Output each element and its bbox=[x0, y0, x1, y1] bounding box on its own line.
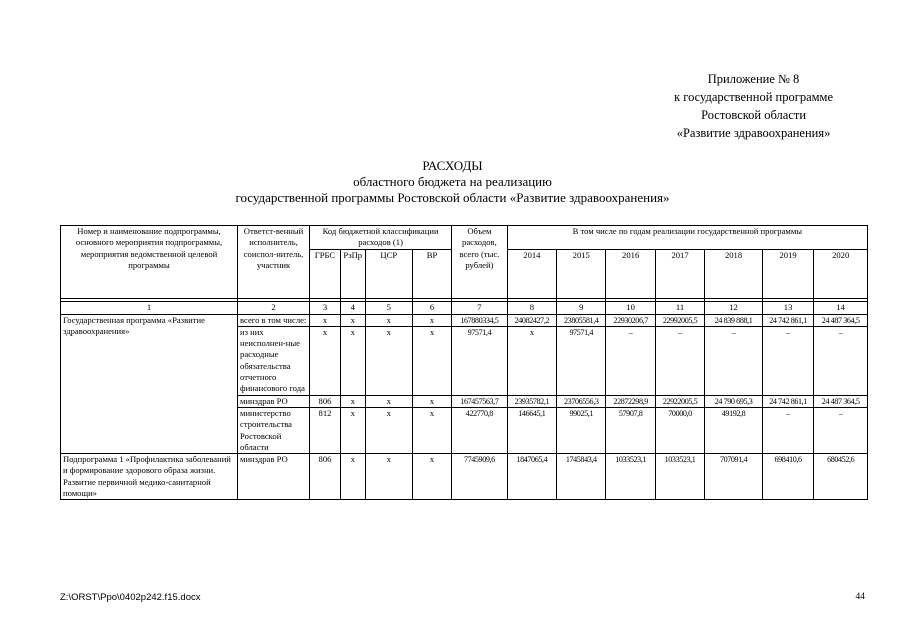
column-number: 9 bbox=[557, 301, 606, 314]
year-cell: 24 790 695,3 bbox=[705, 395, 763, 407]
column-number: 8 bbox=[507, 301, 556, 314]
executor-cell: минздрав РО bbox=[238, 454, 310, 500]
year-cell: 24 487 364,5 bbox=[814, 314, 868, 326]
column-number: 7 bbox=[452, 301, 508, 314]
csr-cell: х bbox=[365, 326, 412, 395]
executor-cell: минздрав РО bbox=[238, 395, 310, 407]
annex-line-3: Ростовской области bbox=[701, 108, 807, 122]
header-volume: Объем расходов, всего (тыс. рублей) bbox=[452, 226, 508, 299]
column-number: 13 bbox=[762, 301, 813, 314]
column-number: 4 bbox=[340, 301, 365, 314]
total-cell: 422770,8 bbox=[452, 407, 508, 453]
year-cell: – bbox=[606, 326, 655, 395]
column-number: 1 bbox=[61, 301, 238, 314]
year-cell: 49192,8 bbox=[705, 407, 763, 453]
year-cell: 70000,0 bbox=[655, 407, 704, 453]
header-year: 2014 bbox=[507, 249, 556, 298]
year-cell: 680452,6 bbox=[814, 454, 868, 500]
header-grbs: ГРБС bbox=[310, 249, 341, 298]
header-year: 2020 bbox=[814, 249, 868, 298]
year-cell: – bbox=[814, 326, 868, 395]
year-cell: 24 742 861,1 bbox=[762, 314, 813, 326]
rzpr-cell: х bbox=[340, 326, 365, 395]
grbs-cell: 812 bbox=[310, 407, 341, 453]
column-numbers-row bbox=[61, 301, 868, 314]
year-cell: 24 742 861,1 bbox=[762, 395, 813, 407]
annex-line-2: к государственной программе bbox=[674, 90, 833, 104]
year-cell: 24082427,2 bbox=[507, 314, 556, 326]
rzpr-cell: х bbox=[340, 454, 365, 500]
expenses-table bbox=[60, 225, 868, 500]
year-cell: 22872298,9 bbox=[606, 395, 655, 407]
year-cell: 1033523,1 bbox=[606, 454, 655, 500]
year-cell: 1745843,4 bbox=[557, 454, 606, 500]
year-cell: – bbox=[705, 326, 763, 395]
csr-cell: х bbox=[365, 314, 412, 326]
file-path: Z:\ORST\Ppo\0402p242.f15.docx bbox=[60, 592, 201, 603]
csr-cell: х bbox=[365, 454, 412, 500]
vr-cell: х bbox=[412, 314, 451, 326]
header-executor: Ответст-венный исполнитель, соиспол-нитель, участник bbox=[238, 226, 310, 299]
header-year: 2015 bbox=[557, 249, 606, 298]
vr-cell: х bbox=[412, 454, 451, 500]
header-rzpr: РзПр bbox=[340, 249, 365, 298]
year-cell: – bbox=[762, 326, 813, 395]
rzpr-cell: х bbox=[340, 314, 365, 326]
year-cell: – bbox=[762, 407, 813, 453]
title-line-1: РАСХОДЫ bbox=[422, 158, 483, 173]
total-cell: 97571,4 bbox=[452, 326, 508, 395]
subprogram-name-cell: Подпрограмма 1 «Профилактика заболеваний и формирование здорового образа жизни. Развитие первичной медико-санитарной помощи» bbox=[61, 454, 238, 500]
annex-line-1: Приложение № 8 bbox=[707, 72, 800, 86]
year-cell: 23706556,3 bbox=[557, 395, 606, 407]
column-number: 14 bbox=[814, 301, 868, 314]
vr-cell: х bbox=[412, 407, 451, 453]
year-cell: х bbox=[507, 326, 556, 395]
vr-cell: х bbox=[412, 395, 451, 407]
year-cell: 23935782,1 bbox=[507, 395, 556, 407]
document-title bbox=[0, 158, 905, 206]
title-line-2: областного бюджета на реализацию bbox=[353, 174, 552, 189]
year-cell: 1033523,1 bbox=[655, 454, 704, 500]
column-number: 3 bbox=[310, 301, 341, 314]
executor-cell: всего в том числе: bbox=[238, 314, 310, 326]
year-cell: 97571,4 bbox=[557, 326, 606, 395]
grbs-cell: 806 bbox=[310, 454, 341, 500]
rzpr-cell: х bbox=[340, 395, 365, 407]
table-row bbox=[61, 314, 868, 326]
total-cell: 167880334,5 bbox=[452, 314, 508, 326]
year-cell: 99025,1 bbox=[557, 407, 606, 453]
executor-cell: министерство строительства Ростовской области bbox=[238, 407, 310, 453]
column-number: 6 bbox=[412, 301, 451, 314]
year-cell: 22930206,7 bbox=[606, 314, 655, 326]
column-number: 10 bbox=[606, 301, 655, 314]
header-vr: ВР bbox=[412, 249, 451, 298]
year-cell: 24 839 888,1 bbox=[705, 314, 763, 326]
header-budget-code: Код бюджетной классификации расходов (1) bbox=[310, 226, 452, 250]
year-cell: 1847065,4 bbox=[507, 454, 556, 500]
table-row bbox=[61, 454, 868, 500]
year-cell: 698410,6 bbox=[762, 454, 813, 500]
year-cell: 22992005,5 bbox=[655, 314, 704, 326]
column-number: 2 bbox=[238, 301, 310, 314]
total-cell: 7745909,6 bbox=[452, 454, 508, 500]
year-cell: 707091,4 bbox=[705, 454, 763, 500]
executor-cell: из них неисполнен-ные расходные обязательства отчетного финансового года bbox=[238, 326, 310, 395]
header-csr: ЦСР bbox=[365, 249, 412, 298]
vr-cell: х bbox=[412, 326, 451, 395]
header-year: 2016 bbox=[606, 249, 655, 298]
page-number: 44 bbox=[855, 592, 865, 602]
rzpr-cell: х bbox=[340, 407, 365, 453]
csr-cell: х bbox=[365, 407, 412, 453]
grbs-cell: 806 bbox=[310, 395, 341, 407]
year-cell: 22922005,5 bbox=[655, 395, 704, 407]
annex-block bbox=[674, 70, 833, 142]
header-year: 2017 bbox=[655, 249, 704, 298]
program-name-cell bbox=[61, 314, 238, 454]
header-by-years: В том числе по годам реализации государственной программы bbox=[507, 226, 867, 250]
total-cell: 167457563,7 bbox=[452, 395, 508, 407]
year-cell: 24 487 364,5 bbox=[814, 395, 868, 407]
header-year: 2019 bbox=[762, 249, 813, 298]
program-name: Государственная программа «Развитие здравоохранения» bbox=[63, 314, 205, 336]
annex-line-4: «Развитие здравоохранения» bbox=[676, 126, 831, 140]
grbs-cell: х bbox=[310, 326, 341, 395]
year-cell: – bbox=[655, 326, 704, 395]
title-line-3: государственной программы Ростовской области «Развитие здравоохранения» bbox=[235, 190, 670, 205]
column-number: 12 bbox=[705, 301, 763, 314]
header-name: Номер и наименование подпрограммы, основного мероприятия подпрограммы, мероприятия ведомственной целевой программы bbox=[61, 226, 238, 299]
column-number: 11 bbox=[655, 301, 704, 314]
year-cell: 23805581,4 bbox=[557, 314, 606, 326]
column-number: 5 bbox=[365, 301, 412, 314]
year-cell: 57907,8 bbox=[606, 407, 655, 453]
csr-cell: х bbox=[365, 395, 412, 407]
year-cell: – bbox=[814, 407, 868, 453]
header-year: 2018 bbox=[705, 249, 763, 298]
grbs-cell: х bbox=[310, 314, 341, 326]
year-cell: 146645,1 bbox=[507, 407, 556, 453]
